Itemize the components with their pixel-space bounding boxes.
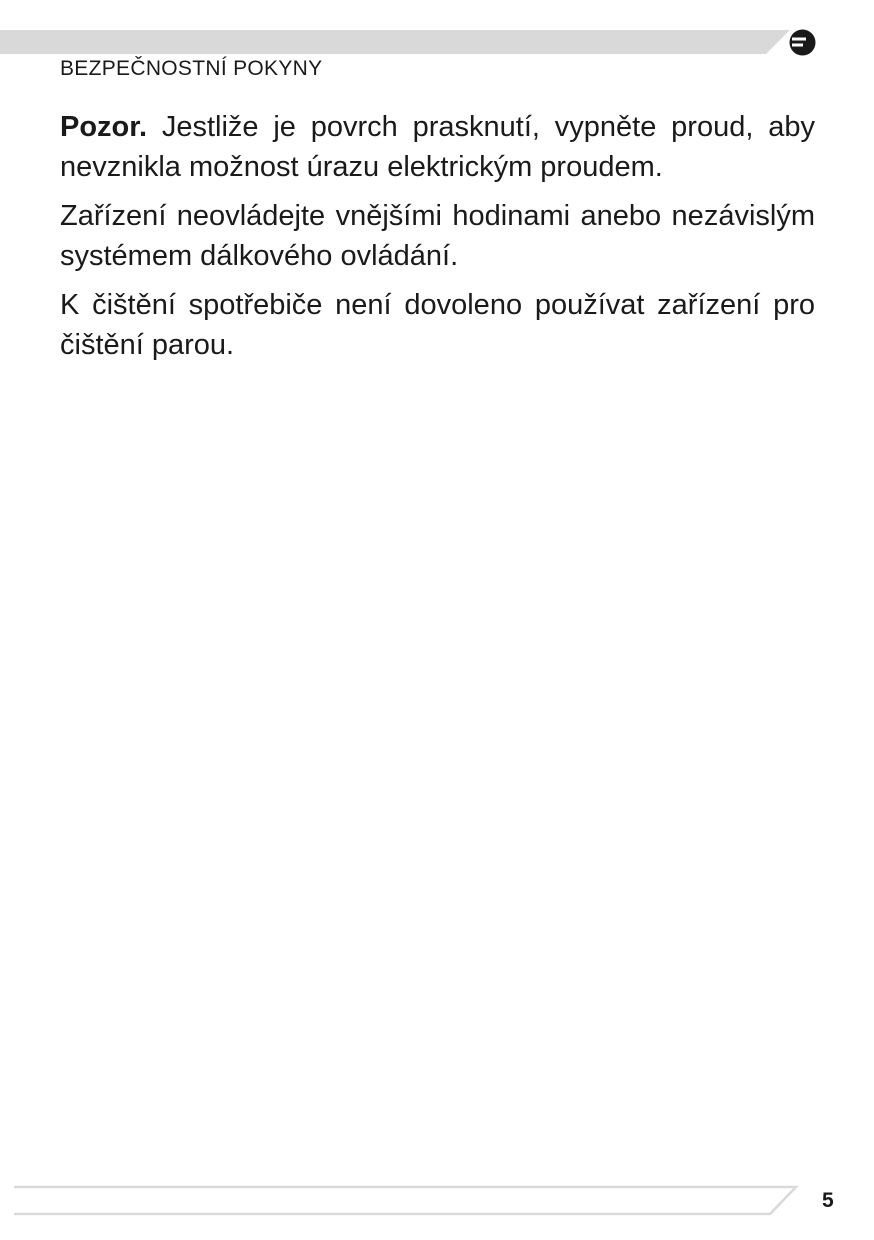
footer-line bbox=[0, 1185, 800, 1217]
paragraph-remote-control bbox=[60, 196, 815, 276]
page-number: 5 bbox=[822, 1189, 834, 1212]
section-title: BEZPEČNOSTNÍ POKYNY bbox=[60, 57, 323, 80]
content-body bbox=[60, 107, 815, 374]
paragraph-steam-cleaning bbox=[60, 285, 815, 365]
paragraph-text: K čištění spotřebiče není dovoleno používat zařízení pro čištění parou. bbox=[60, 289, 815, 361]
header-band bbox=[0, 30, 790, 54]
brand-circle-icon bbox=[789, 29, 816, 56]
paragraph-text: Zařízení neovládejte vnějšími hodinami anebo nezávislým systémem dálkového ovládání. bbox=[60, 200, 815, 272]
warning-lead: Pozor. bbox=[60, 111, 148, 143]
paragraph-warning bbox=[60, 107, 815, 187]
paragraph-text: Jestliže je povrch prasknutí, vypněte proud, aby nevznikla možnost úrazu elektrickým proudem. bbox=[60, 111, 815, 183]
